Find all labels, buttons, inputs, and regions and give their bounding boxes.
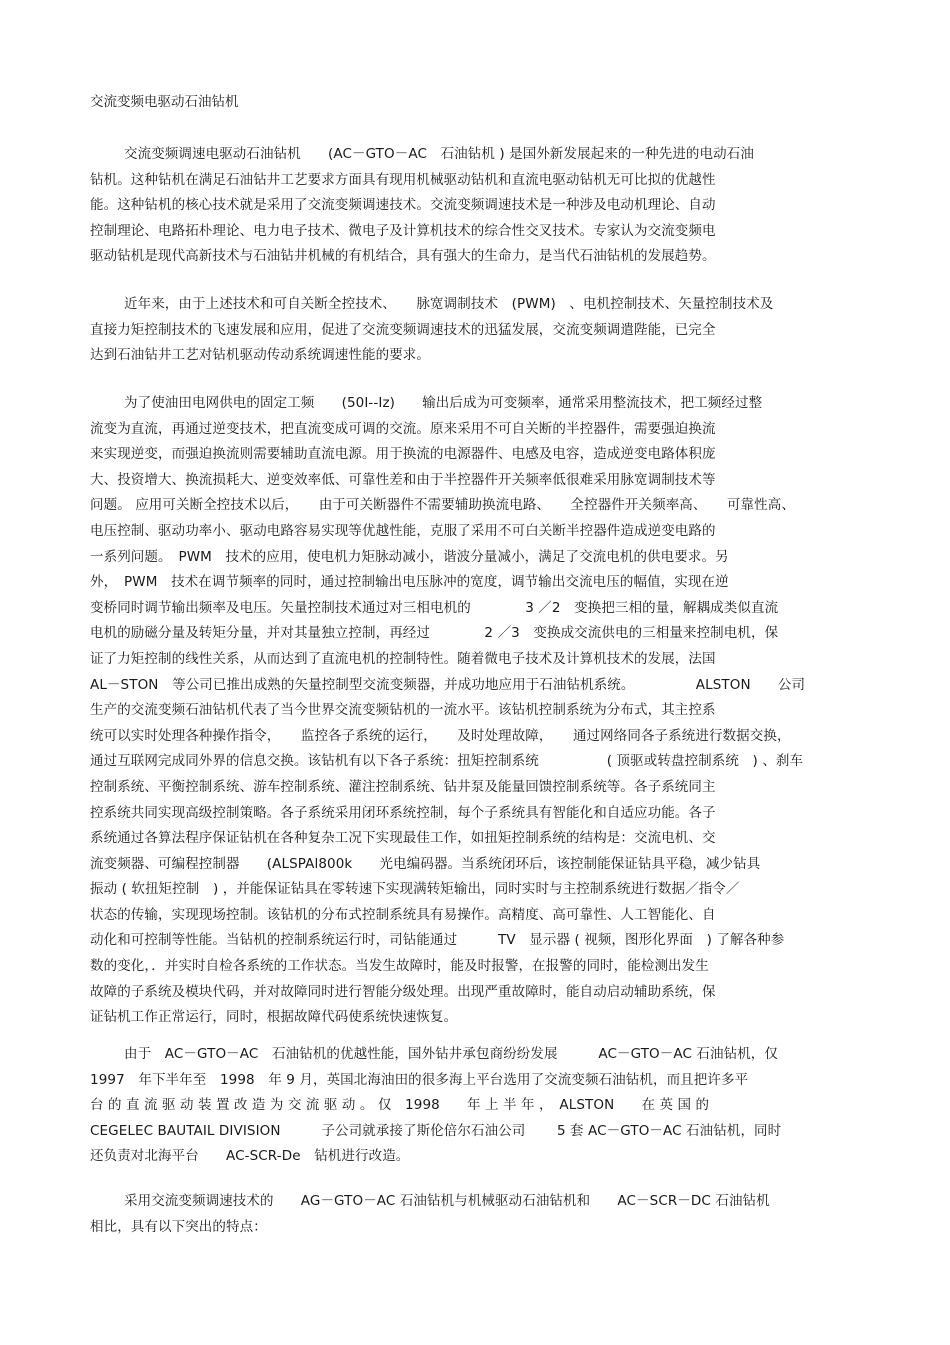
paragraph-line: 系统通过各算法程序保证钻机在各种复杂工况下实现最佳工作，如扭矩控制系统的结构是：交流电机、交 — [90, 830, 716, 847]
paragraph-line: 一系列问题。 PWM 技术的应用，使电机力矩脉动减小，谐波分量减小，满足了交流电机的供电要求。另 — [90, 548, 729, 565]
paragraph-line: 问题。 应用可关断全控技术以后， 由于可关断器件不需要辅助换流电路、 全控器件开关频率高、 可靠性高、 — [90, 497, 795, 514]
paragraph-line: CEGELEC BAUTAIL DIVISION 子公司就承接了斯伦倍尔石油公司 5 套 AC－GTO－AC 石油钻机，同时 — [90, 1122, 782, 1139]
paragraph-line: 近年来，由于上述技术和可自关断全控技术、 脉宽调制技术 (PWM) 、电机控制技术、矢量控制技术及 — [124, 296, 774, 312]
paragraph-line: 电机的励磁分量及转矩分量，并对其量独立控制，再经过 2 ／3 变换成交流供电的三相量来控制电机，保 — [90, 625, 779, 642]
document-title: 交流变频电驱动石油钻机 — [90, 94, 239, 110]
paragraph-line: 采用交流变频调速技术的 AG－GTO－AC 石油钻机与机械驱动石油钻机和 AC－SCR－DC 石油钻机 — [124, 1193, 770, 1209]
paragraph-line: 还负责对北海平台 AC-SCR-De 钻机进行改造。 — [90, 1148, 410, 1165]
paragraph-intro — [90, 142, 754, 270]
paragraph-line: 故障的子系统及模块代码，并对故障同时进行智能分级处理。出现严重故障时，能自动启动辅助系统，保 — [90, 983, 716, 1000]
paragraph-line: 流变频器、可编程控制器 (ALSPAl800k 光电编码器。当系统闭环后，该控制能保证钻具平稳，减少钻具 — [90, 855, 761, 872]
paragraph-line: 来实现逆变，而强迫换流则需要辅助直流电源。用于换流的电源器件、电感及电容，造成逆变电路体积庞 — [90, 446, 716, 463]
paragraph-line: 动化和可控制等性能。当钻机的控制系统运行时，司钻能通过 TV 显示器 ( 视频，图形化界面 ) 了解各种参 — [90, 932, 785, 949]
paragraph-line: 直接力矩控制技术的飞速发展和应用，促进了交流变频调速技术的迅猛发展，交流变频调遣陛能，已完全 — [90, 321, 716, 338]
paragraph-line: 控系统共同实现高级控制策略。各子系统采用闭环系统控制，每个子系统具有智能化和自适应功能。各子 — [90, 804, 716, 821]
paragraph-line: 电压控制、驱动功率小、驱动电路容易实现等优越性能，克服了采用不可白关断半控器件造成逆变电路的 — [90, 522, 716, 539]
paragraph-line: AL－STON 等公司已推出成熟的矢量控制型交流变频器，并成功地应用于石油钻机系统。 ALSTON 公司 — [90, 676, 806, 693]
paragraph-line: 生产的交流变频石油钻机代表了当今世界交流变频钻机的一流水平。该钻机控制系统为分布式，其主控系 — [90, 702, 716, 719]
paragraph-line: 台 的 直 流 驱 动 装 置 改 造 为 交 流 驱 动 。 仅 1998 年 上 半 年 ， ALSTON 在 英 国 的 — [90, 1097, 710, 1114]
paragraph-line: 状态的传输，实现现场控制。该钻机的分布式控制系统具有易操作。高精度、高可靠性、人工智能化、自 — [90, 906, 716, 923]
paragraph-line: 流变为直流，再通过逆变技术，把直流变成可调的交流。原来采用不可自关断的半控器件，需要强迫换流 — [90, 420, 716, 437]
paragraph-line: 控制理论、电路拓朴理论、电力电子技术、微电子及计算机技术的综合性交叉技术。专家认为交流变频电 — [90, 222, 716, 239]
paragraph-line: 变桥同时调节输出频率及电压。矢量控制技术通过对三相电机的 3 ／2 变换把三相的量，解耦成类似直流 — [90, 599, 779, 616]
paragraph-line: 交流变频调速电驱动石油钻机 (AC－GTO－AC 石油钻机 ) 是国外新发展起来的一种先进的电动石油 — [124, 146, 754, 162]
paragraph-line: 证了力矩控制的线性关系，从而达到了直流电机的控制特性。随着微电子技术及计算机技术的发展，法国 — [90, 650, 716, 667]
paragraph-line: 证钻机工作正常运行，同时，根据故障代码使系统快速恢复。 — [90, 1009, 458, 1026]
paragraph-technology — [90, 391, 805, 1031]
paragraph-line: 相比，具有以下突出的特点： — [90, 1218, 267, 1235]
paragraph-line: 达到石油钻井工艺对钻机驱动传动系统调速性能的要求。 — [90, 347, 430, 364]
paragraph-line: 1997 年下半年至 1998 年 9 月，英国北海油田的很多海上平台选用了交流变频石油钻机，而且把许多平 — [90, 1071, 749, 1088]
paragraph-line: 数的变化，．并实时自检各系统的工作状态。当发生故障时，能及时报警，在报警的同时，能检测出发生 — [90, 958, 709, 975]
paragraph-line: 能。这种钻机的核心技术就是采用了交流变频调速技术。交流变频调速技术是一种涉及电动机理论、自动 — [90, 197, 716, 214]
paragraph-adoption — [90, 1042, 781, 1170]
paragraph-line: 为了使油田电网供电的固定工频 (50I--Iz) 输出后成为可变频率，通常采用整流技术，把工频经过整 — [124, 395, 763, 411]
paragraph-line: 驱动钻机是现代高新技术与石油钻井机械的有机结合，具有强大的生命力，是当代石油钻机的发展趋势。 — [90, 248, 716, 265]
paragraph-line: 钻机。这种钻机在满足石油钻井工艺要求方面具有现用机械驱动钻机和直流电驱动钻机无可比拟的优越性 — [90, 171, 716, 188]
paragraph-line: 统可以实时处理各种操作指令， 监控各子系统的运行， 及时处理故障， 通过网络同各子系统进行数据交换， — [90, 727, 791, 744]
paragraph-features — [90, 1189, 770, 1240]
paragraph-line: 控制系统、平衡控制系统、游车控制系统、灌注控制系统、钻井泵及能量回馈控制系统等。各子系统同主 — [90, 778, 716, 795]
paragraph-recent-years — [90, 292, 773, 369]
paragraph-line: 由于 AC－GTO－AC 石油钻机的优越性能，国外钻井承包商纷纷发展 AC－GTO－AC 石油钻机，仅 — [124, 1046, 778, 1062]
paragraph-line: 振动 ( 软扭矩控制 ) ，并能保证钻具在零转速下实现满转矩输出，同时实时与主控制系统进行数据／指令／ — [90, 881, 740, 898]
paragraph-line: 大、投资增大、换流损耗大、逆变效率低、可靠性差和由于半控器件开关频率低很难采用脉宽调制技术等 — [90, 471, 716, 488]
paragraph-line: 通过互联网完成同外界的信息交换。该钻机有以下各子系统：扭矩控制系统 ( 顶驱或转盘控制系统 ) 、刹车 — [90, 753, 804, 770]
paragraph-line: 外， PWM 技术在调节频率的同时，通过控制输出电压脉冲的宽度，调节输出交流电压的幅值，实现在逆 — [90, 574, 729, 591]
